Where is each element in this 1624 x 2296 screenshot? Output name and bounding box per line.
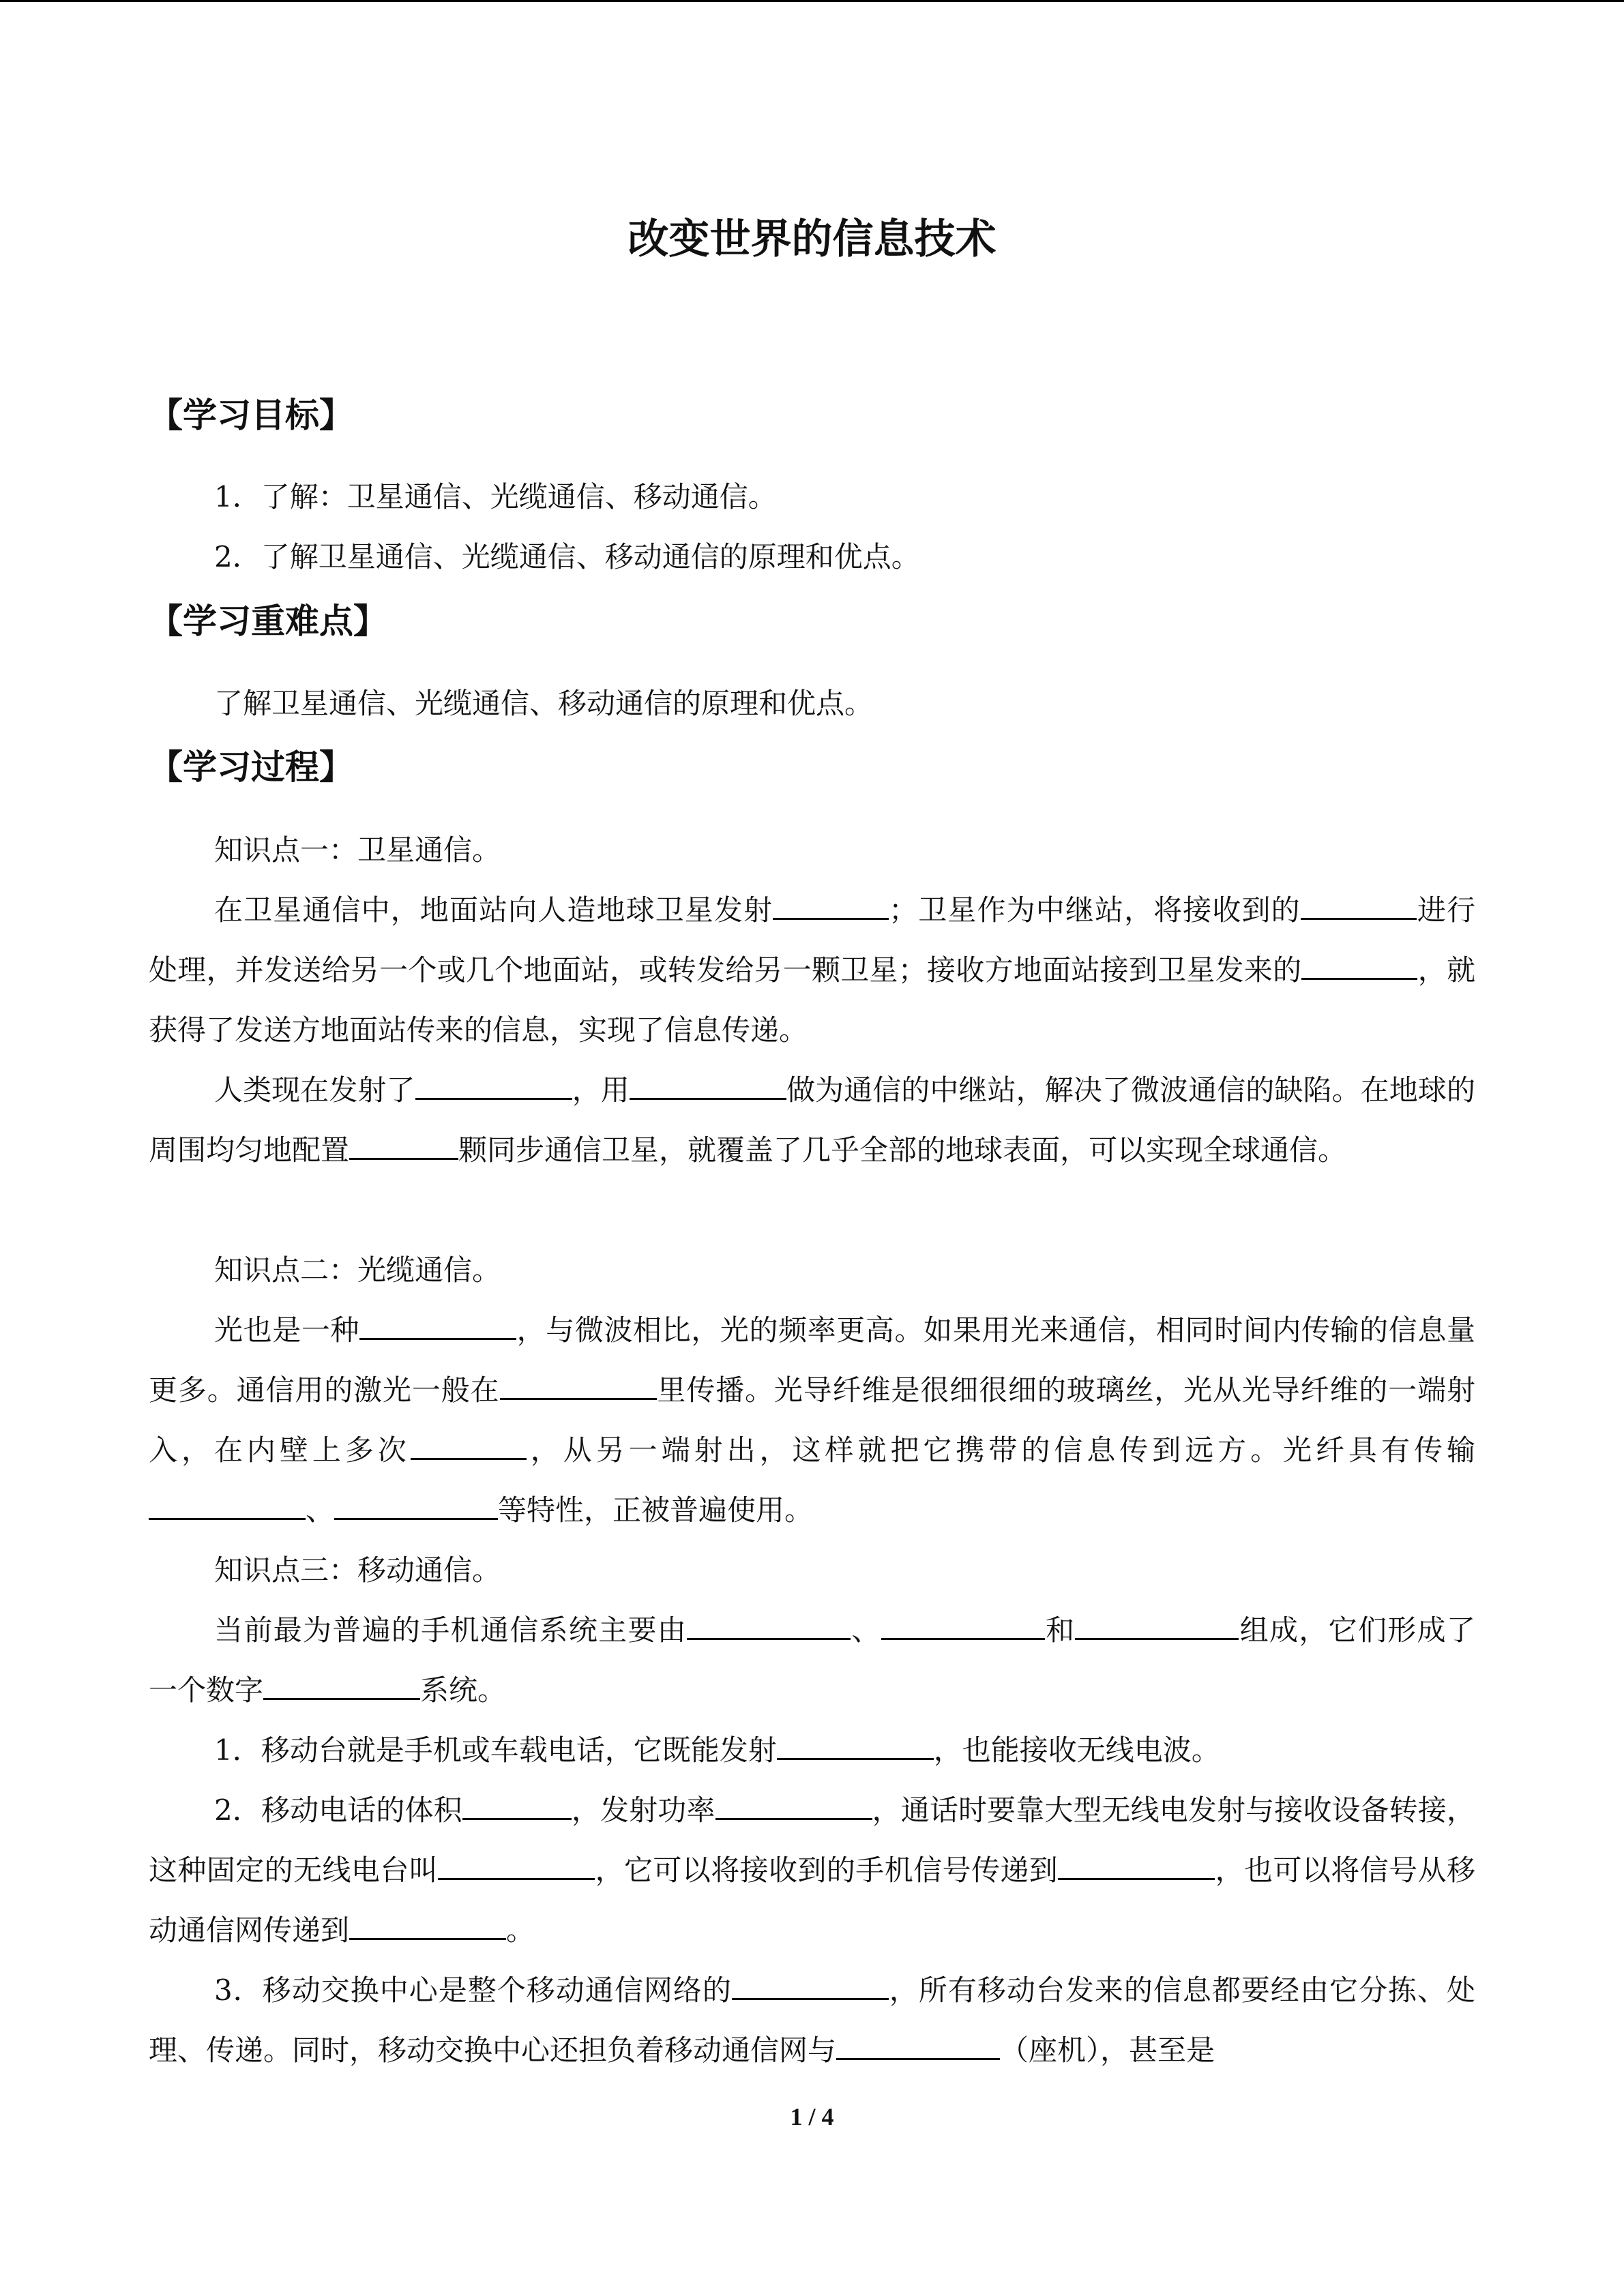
fill-blank	[773, 893, 889, 920]
heading-key-points: 【学习重难点】	[149, 601, 387, 641]
kp1-title: 知识点一：卫星通信。	[214, 833, 501, 867]
document-title: 改变世界的信息技术	[628, 215, 996, 263]
fill-blank	[777, 1733, 934, 1760]
key-points-text: 了解卫星通信、光缆通信、移动通信的原理和优点。	[214, 687, 874, 720]
goal-item-2: 2．了解卫星通信、光缆通信、移动通信的原理和优点。	[214, 540, 920, 573]
kp3-item-1: 1．移动台就是手机或车载电话，它既能发射 ，也能接收无线电波。	[214, 1733, 1220, 1767]
goal-item-1: 1．了解：卫星通信、光缆通信、移动通信。	[214, 480, 777, 513]
fill-blank	[715, 1793, 872, 1820]
fill-blank	[1058, 1853, 1215, 1880]
kp2-paragraph: 光也是一种 ，与微波相比，光的频率更高。如果用光来通信，相同时间内传输的信息量更多。通信用的激光一般在 里传播。光导纤维是很细很细的玻璃丝，光从光导纤维的一端射入，在内壁上多次 ，从另一端射出，这样就把它携带的信息传到远方。光纤具有传输、 等特性，正被普遍使用。	[149, 1313, 1475, 1527]
fill-blank	[687, 1613, 851, 1640]
fill-blank	[359, 1313, 516, 1340]
fill-blank	[415, 1073, 572, 1100]
kp1-paragraph-1: 在卫星通信中，地面站向人造地球卫星发射 ；卫星作为中继站，将接收到的 进行处理，并发送给另一个或几个地面站，或转发给另一颗卫星；接收方地面站接到卫星发来的 ，就获得了发送方地面站传来的信息，实现了信息传递。	[149, 893, 1475, 1047]
fill-blank	[149, 1493, 306, 1520]
heading-process: 【学习过程】	[149, 747, 353, 787]
fill-blank	[630, 1073, 786, 1100]
kp3-item-3: 3．移动交换中心是整个移动通信网络的 ，所有移动台发来的信息都要经由它分拣、处理、传递。同时，移动交换中心还担负着移动通信网与 （座机），甚至是	[149, 1973, 1475, 2067]
fill-blank	[263, 1673, 420, 1700]
fill-blank	[732, 1973, 889, 2000]
kp2-title: 知识点二：光缆通信。	[214, 1253, 501, 1287]
fill-blank	[1301, 953, 1417, 980]
kp3-paragraph: 当前最为普遍的手机通信系统主要由 、 和 组成，它们形成了一个数字 系统。	[149, 1613, 1475, 1707]
fill-blank	[1075, 1613, 1239, 1640]
kp1-paragraph-2: 人类现在发射了 ，用 做为通信的中继站，解决了微波通信的缺陷。在地球的周围均匀地配置 颗同步通信卫星，就覆盖了几乎全部的地球表面，可以实现全球通信。	[149, 1073, 1475, 1167]
fill-blank	[462, 1793, 572, 1820]
fill-blank	[500, 1373, 657, 1400]
fill-blank	[881, 1613, 1045, 1640]
fill-blank	[349, 1913, 506, 1940]
kp3-title: 知识点三：移动通信。	[214, 1553, 501, 1587]
fill-blank	[334, 1493, 498, 1520]
fill-blank	[836, 2033, 1000, 2060]
fill-blank	[438, 1853, 595, 1880]
kp3-item-2: 2．移动电话的体积 ，发射功率 ，通话时要靠大型无线电发射与接收设备转接，这种固定的无线电台叫 ，它可以将接收到的手机信号传递到 ，也可以将信号从移动通信网传递到 。	[149, 1793, 1475, 1947]
fill-blank	[349, 1133, 458, 1160]
heading-goals: 【学习目标】	[149, 396, 353, 435]
page-number: 1 / 4	[790, 2103, 834, 2130]
fill-blank	[411, 1433, 527, 1460]
fill-blank	[1301, 893, 1417, 920]
